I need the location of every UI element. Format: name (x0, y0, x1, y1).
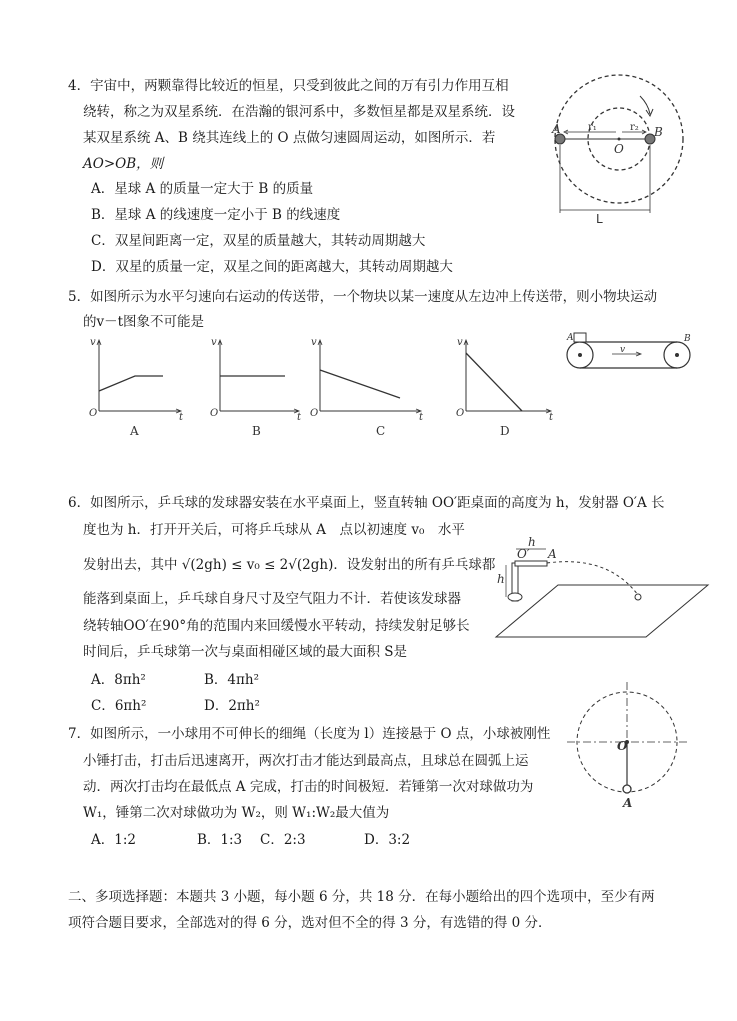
q4-line-3: 某双星系统 A、B 绕其连线上的 O 点做匀速圆周运动，如图所示．若 (83, 130, 496, 146)
q7-line-4: W₁，锤第二次对球做功为 W₂，则 W₁:W₂最大值为 (83, 805, 390, 821)
label-o: O (614, 142, 624, 156)
q7-line-1: 7．如图所示，一小球用不可伸长的细绳（长度为 l）连接悬于 O 点，小球被刚性 (68, 726, 551, 742)
graph-c-o: O (310, 408, 319, 419)
binary-star-figure (540, 60, 710, 230)
label-a: A (623, 796, 633, 810)
q6-option-d: D．2πh² (204, 698, 260, 714)
ball-trajectory (547, 562, 638, 595)
label-l: L (596, 212, 603, 226)
q4-line-2: 绕转，称之为双星系统．在浩瀚的银河系中，多数恒星都是双星系统．设 (83, 104, 515, 120)
q6-line-6: 时间后，乒乓球第一次与桌面相碰区域的最大面积 S是 (83, 644, 408, 660)
block (574, 333, 586, 342)
q7-line-2: 小锤打击，打击后迅速离开，两次打击才能达到最高点，且球总在圆弧上运 (83, 753, 529, 769)
graph-c-t: t (419, 412, 424, 423)
graph-a (89, 337, 184, 438)
pendulum-figure (565, 680, 695, 810)
q6-option-c: C．6πh² (91, 698, 147, 714)
section-2-line-2: 项符合题目要求，全部选对的得 6 分，选对但不全的得 3 分，有选错的得 0 分． (68, 915, 552, 931)
graph-b-label: B (252, 424, 261, 438)
q6-option-b: B．4πh² (204, 672, 259, 688)
q7-option-b: B．1:3 (197, 832, 243, 848)
q7-line-3: 动．两次打击均在最低点 A 完成，打击的时间极短．若锤第一次对球做功为 (83, 779, 534, 795)
q6-line-4: 能落到桌面上，乒乓球自身尺寸及空气阻力不计．若使该发球器 (83, 591, 461, 607)
q5-line-1: 5．如图所示为水平匀速向右运动的传送带，一个物块以某一速度从左边冲上传送带，则小物块运动 (68, 289, 658, 305)
center-o (618, 138, 621, 141)
graph-d (456, 337, 554, 438)
graph-d-o: O (456, 408, 465, 419)
q6-line-5: 绕转轴OO′在90°角的范围内来回缓慢水平转动，持续发射足够长 (83, 618, 470, 634)
graph-b (210, 337, 302, 438)
graph-d-t: t (549, 412, 554, 423)
vt-graph-d (440, 335, 560, 445)
label-r2: r₂ (630, 122, 639, 133)
h-side-label: h (497, 572, 505, 586)
graph-c-curve (320, 370, 400, 398)
ball-a (623, 785, 631, 793)
conveyor-belt-figure (562, 330, 702, 380)
vt-graphs (80, 335, 440, 445)
launcher-base (508, 593, 522, 601)
q4-option-d: D．双星的质量一定，双星之间的距离越大，其转动周期越大 (91, 259, 453, 275)
graph-c-v: v (311, 337, 317, 348)
table-surface (496, 585, 708, 637)
q7-option-d: D．3:2 (364, 832, 411, 848)
q5-line-2: 的v－t图象不可能是 (83, 314, 205, 330)
graph-c-label: C (376, 424, 386, 438)
q6-line-2: 度也为 h．打开开关后，可将乒乓球从 A 点以初速度 v₀ 水平 (83, 522, 465, 538)
label-r1: r₁ (588, 122, 597, 133)
graph-a-label: A (130, 424, 139, 438)
graph-d-label: D (500, 424, 510, 438)
q4-line-1: 4．宇宙中，两颗靠得比较近的恒星，只受到彼此之间的万有引力作用互相 (68, 78, 509, 94)
ping-pong-figure (488, 525, 713, 645)
h-top-label: h (528, 535, 536, 549)
graph-a-v: v (90, 337, 96, 348)
q6-line-1: 6．如图所示，乒乓球的发球器安装在水平桌面上，竖直转轴 OO′距桌面的高度为 h，发射器 O′A 长 (68, 495, 665, 511)
belt-v-label: v (620, 345, 626, 355)
graph-b-v: v (211, 337, 217, 348)
belt-b-label: B (684, 334, 691, 344)
section-2-line-1: 二、多项选择题：本题共 3 小题，每小题 6 分，共 18 分．在每小题给出的四个选项中，至少有两 (68, 889, 655, 905)
q6-option-a: A．8πh² (91, 672, 146, 688)
q6-line-3: 发射出去，其中 √(2gh) ≤ v₀ ≤ 2√(2gh)．设发射出的所有乒乓球都 (83, 557, 496, 573)
graph-b-t: t (297, 412, 302, 423)
launcher-arm (515, 561, 547, 566)
graph-a-o: O (89, 408, 98, 419)
label-o: O (617, 739, 628, 753)
q7-option-a: A．1:2 (91, 832, 136, 848)
graph-c (310, 337, 424, 438)
star-b-rotation-arrow (640, 96, 650, 114)
graph-d-v: v (457, 337, 463, 348)
graph-d-curve (466, 353, 522, 411)
graph-a-t: t (179, 412, 184, 423)
q4-option-a: A．星球 A 的质量一定大于 B 的质量 (91, 181, 314, 197)
q7-option-c: C．2:3 (260, 832, 306, 848)
a-label: A (548, 547, 557, 561)
graph-a-curve (99, 376, 163, 391)
o-prime-label: O′ (517, 547, 530, 561)
graph-b-o: O (210, 408, 219, 419)
q4-option-c: C．双星间距离一定，双星的质量越大，其转动周期越大 (91, 233, 426, 249)
label-b: B (654, 125, 663, 139)
ball (635, 594, 641, 600)
belt-a-label: A (567, 333, 574, 343)
q4-option-b: B．星球 A 的线速度一定小于 B 的线速度 (91, 207, 341, 223)
q4-line-4: AO>OB，则 (83, 156, 164, 172)
label-a: A (552, 122, 561, 136)
